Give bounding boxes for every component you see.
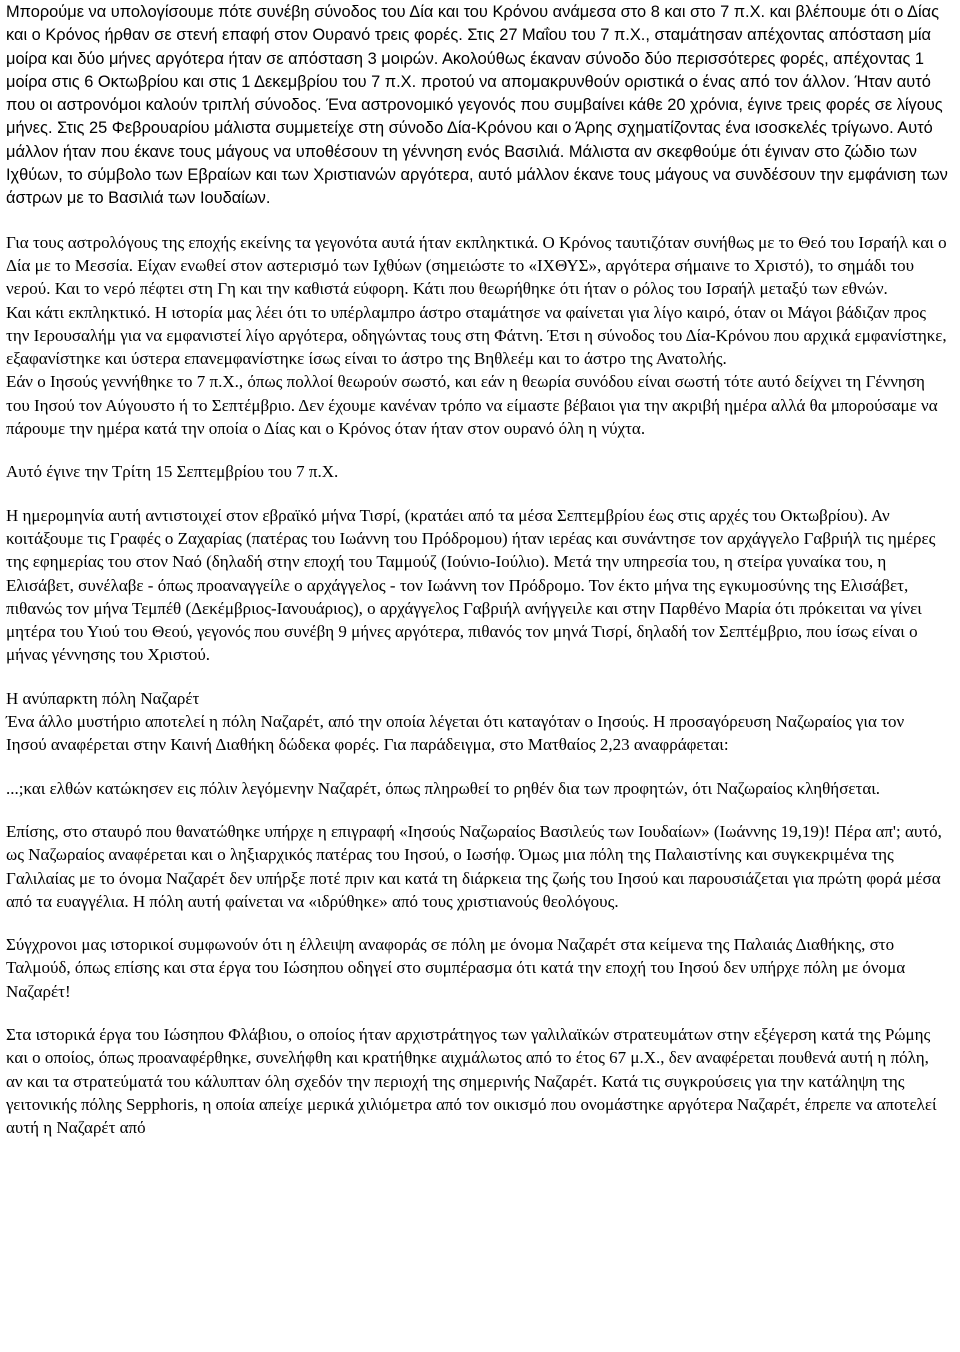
- paragraph-historians: Σύγχρονοι μας ιστορικοί συμφωνούν ότι η έλλειψη αναφοράς σε πόλη με όνομα Ναζαρέτ στα κείμενα της Παλαιάς Διαθήκης, στο Ταλμούδ, όπως επίσης και στα έργα του Ιώσηπου οδηγεί στο συμπέρασμα ότι κατά την εποχή του Ιησού δεν υπήρχε πόλη με όνομα Ναζαρέτ!: [6, 935, 906, 1001]
- spacer: [6, 211, 948, 231]
- paragraph-cross-inscription: Επίσης, στο σταυρό που θανατώθηκε υπήρχε η επιγραφή «Ιησούς Ναζωραίος Βασιλεύς των Ιουδαίων» (Ιωάννης 19,19)! Πέρα απ'; αυτό, ως Ναζωραίος αναφέρεται και ο ληξιαρχικός πατέρας του Ιησού, ο Ιωσήφ. Όμως μια πόλη της Παλαιστίνης και συγκεκριμένα της Γαλιλαίας με το όνομα Ναζαρέτ δεν υπήρξε ποτέ πριν και κατά τη διάρκεια της ζωής του Ιησού και παρουσιάζεται για πρώτη φορά μέσα από τα ευαγγέλια. Η πόλη αυτή φαίνεται να «ιδρύθηκε» από τους χριστιανούς θεολόγους.: [6, 821, 942, 911]
- paragraph-josephus: Στα ιστορικά έργα του Ιώσηπου Φλάβιου, ο οποίος ήταν αρχιστράτηγος των γαλιλαϊκών στρατευμάτων στην εξέγερση κατά της Ρώμης και ο οποίος, όπως προαναφέρθηκε, συνελήφθη και κρατήθηκε αιχμάλωτος από το έτος 67 μ.Χ., δεν αναφέρεται πουθενά αυτή η πόλη, αν και τα στρατεύματά του κάλυπταν όλη σχεδόν την περιοχή της σημερινής Ναζαρέτ. Κατά τις συγκρούσεις για την κατάληψη της γειτονικής πόλης Sepphoris, η οποία απείχε μερικά χιλιόμετρα από τον οικισμό που ονομάστηκε αργότερα Ναζαρέτ, έπρεπε να αποτελεί αυτή η Ναζαρέτ από: [6, 1024, 937, 1138]
- paragraph-nazareth-mystery: Ένα άλλο μυστήριο αποτελεί η πόλη Ναζαρέτ, από την οποία λέγεται ότι καταγόταν ο Ιησούς. Η προσαγόρευση Ναζωραίος για τον Ιησού αναφέρεται στην Καινή Διαθήκη δώδεκα φορές. Για παράδειγμα, στο Ματθαίος 2,23 αναφράφεται:: [6, 712, 905, 755]
- paragraph-birth-date: Εάν ο Ιησούς γεννήθηκε το 7 π.Χ., όπως πολλοί θεωρούν σωστό, και εάν η θεωρία συνόδου είναι σωστή τότε αυτό δείχνει τη Γέννηση του Ιησού τον Αύγουστο ή το Σεπτέμβριο. Δεν έχουμε κανέναν τρόπο να είμαστε βέβαιοι για την ακριβή ημέρα αλλά θα μπορούσαμε να πάρουμε την ημέρα κατά την οποία ο Δίας και ο Κρόνος όταν ήταν στον ουρανό όλη η νύχτα.: [6, 372, 938, 439]
- paragraph-tuesday-date: Αυτό έγινε την Τρίτη 15 Σεπτεμβρίου του 7 π.Χ.: [6, 462, 339, 482]
- paragraph-tishri-month: Η ημερομηνία αυτή αντιστοιχεί στον εβραϊκό μήνα Τισρί, (κρατάει από τα μέσα Σεπτεμβρίου έως στις αρχές του Οκτωβρίου). Αν κοιτάξουμε τις Γραφές ο Ζαχαρίας (πατέρας του Ιωάννη του Πρόδρομου) ήταν ιερέας και συνάντησε τον αρχάγγελο Γαβριήλ τις ημέρες της εφημερίας του στον Ναό (δηλαδή στην εποχή του Ταμμούζ (Ιούνιο-Ιούλιο). Μετά την υπηρεσία του, η στείρα γυναίκα του, η Ελισάβετ, συνέλαβε - όπως προαναγγείλε ο αρχάγγελος - τον Ιωάννη τον Πρόδρομο. Τον έκτο μήνα της εγκυμοσύνης της Ελισάβετ, πιθανώς τον μήνα Τεμπέθ (Δεκέμβριος-Ιανουάριος), ο αρχάγγελος Γαβριήλ ανήγγειλε και στην Παρθένο Μαρία ότι πρόκειται να γίνει μητέρα του Υιού του Θεού, γεγονός που συνέβη 9 μήνες αργότερα, πιθανός τον μηνά Τισρί, δηλαδή τον Σεπτέμβριο, που ίσως είναι ο μήνας γέννησης του Χριστού.: [6, 505, 936, 665]
- section-heading-nazareth: Η ανύπαρκτη πόλη Ναζαρέτ: [6, 688, 200, 708]
- spacer: [6, 757, 948, 777]
- paragraph-astrologers: Για τους αστρολόγους της εποχής εκείνης τα γεγονότα αυτά ήταν εκπληκτικά. Ο Κρόνος ταυτιζόταν συνήθως με το Θεό του Ισραήλ και ο Δία με το Μεσσία. Είχαν ενωθεί στον αστερισμό των Ιχθύων (σημειώστε το «ΙΧΘΥΣ», αργότερα σήμαινε το Χριστό), το σημάδι του νερού. Και το νερό πέφτει στη Γη και την καθιστά εύφορη. Κάτι που θεωρήθηκε ότι ήταν ο ρόλος του Ισραήλ μεταξύ των εθνών.: [6, 232, 947, 299]
- paragraph-star-conjunction: Μπορούμε να υπολογίσουμε πότε συνέβη σύνοδος του Δία και του Κρόνου ανάμεσα στο 8 και στο 7 π.Χ. και βλέπουμε ότι ο Δίας και ο Κρόνος ήρθαν σε στενή επαφή στον Ουρανό τρεις φορές. Στις 27 Μαΐου του 7 π.Χ., σταμάτησαν απέχοντας απόσταση μία μοίρα και δύο μήνες αργότερα ήταν σε απόσταση 3 μοιρών. Ακολούθως έκαναν σύνοδο δύο περισσότερες φορές, απέχοντας 1 μοίρα στις 6 Οκτωβρίου και στις 1 Δεκεμβρίου του 7 π.Χ. προτού να απομακρυνθούν οριστικά ο ένας από τον άλλον. Ήταν αυτό που οι αστρονόμοι καλούν τριπλή σύνοδος. Ένα αστρονομικό γεγονός που συμβαίνει κάθε 20 χρόνια, έγινε τρεις φορές σε λίγους μήνες. Στις 25 Φεβρουαρίου μάλιστα συμμετείχε στη σύνοδο Δία-Κρόνου και ο Άρης σχηματίζοντας ένα ισοσκελές τρίγωνο. Αυτό μάλλον ήταν που έκανε τους μάγους να υποθέσουν τη γέννηση ενός Βασιλιά. Μάλιστα αν σκεφθούμε ότι έγιναν στο ζώδιο των Ιχθύων, το σύμβολο των Εβραίων και των Χριστιανών αργότερα, αυτό μάλλον έκανε τους μάγους να συνδέσουν την εμφάνιση των άστρων με το Βασιλιά των Ιουδαίων.: [6, 3, 948, 208]
- paragraph-star-disappearance: Και κάτι εκπληκτικό. Η ιστορία μας λέει ότι το υπέρλαμπρο άστρο σταμάτησε να φαίνεται για λίγο καιρό, όταν οι Μάγοι βάδιζαν προς την Ιερουσαλήμ για να εμφανιστεί λίγο αργότερα, οδηγώντας τους στη Φάτνη. Έτσι η σύνοδος του Δία-Κρόνου που αρχικά εμφανίστηκε, εξαφανίστηκε και ύστερα επανεμφανίστηκε ίσως είναι το άστρο της Βηθλεέμ και το άστρο της Ανατολής.: [6, 302, 947, 369]
- spacer: [6, 667, 948, 687]
- paragraph-matthew-quote: ...;και ελθών κατώκησεν εις πόλιν λεγόμενην Ναζαρέτ, όπως πληρωθεί το ρηθέν δια των προφητών, ότι Ναζωραίος κληθήσεται.: [6, 778, 881, 798]
- spacer: [6, 440, 948, 460]
- spacer: [6, 1003, 948, 1023]
- spacer: [6, 800, 948, 820]
- spacer: [6, 913, 948, 933]
- spacer: [6, 484, 948, 504]
